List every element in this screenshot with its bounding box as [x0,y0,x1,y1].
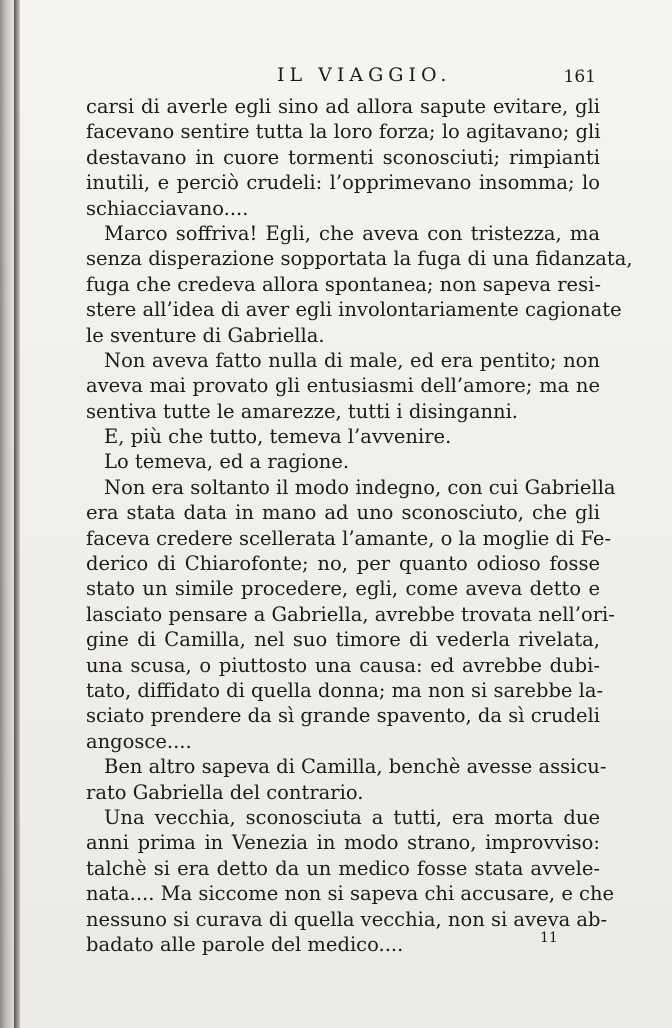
text-line: nessuno si curava di quella vecchia, non si aveva ab- [86,907,608,931]
text-line: lasciato pensare a Gabriella, avrebbe trovata nell’ori- [86,602,615,626]
text-line: facevano sentire tutta la loro forza; lo agitavano; gli [86,120,601,144]
running-title: IL VIAGGIO. [277,64,452,86]
text-line: anni prima in Venezia in modo strano, improvviso: [86,831,600,855]
text-line: angosce.... [86,729,192,753]
text-line: era stata data in mano ad uno sconosciuto, che gli [86,501,600,525]
text-line: una scusa, o piuttosto una causa: ed avrebbe dubi- [86,653,600,677]
text-line: senza disperazione sopportata la fuga di una fidanzata, [86,247,633,271]
body-text [86,94,633,957]
text-line: rato Gabriella del contrario. [86,780,364,804]
text-line: gine di Camilla, nel suo timore di vederla rivelata, [86,628,600,652]
text-line: carsi di averle egli sino ad allora sapute evitare, gli [86,95,600,118]
text-line: Lo temeva, ed a ragione. [104,450,350,474]
signature-mark: 11 [540,930,558,946]
text-line: Ben altro sapeva di Camilla, benchè avesse assicu- [104,755,607,779]
text-line: stere all’idea di aver egli involontariamente cagionate [86,298,622,322]
text-line: derico di Chiarofonte; no, per quanto odioso fosse [86,552,600,576]
text-line: sentiva tutte le amarezze, tutti i disinganni. [86,399,519,423]
text-line: faceva credere scellerata l’amante, o la moglie di Fe- [86,526,612,550]
text-line: inutili, e perciò crudeli: l’opprimevano insomma; lo [86,171,600,195]
text-line: tato, diffidato di quella donna; ma non si sarebbe la- [86,678,604,702]
text-line: fuga che credeva allora spontanea; non sapeva resi- [86,272,601,296]
text-line: Una vecchia, sconosciuta a tutti, era morta due [104,805,600,829]
text-line: Non era soltanto il modo indegno, con cui Gabriella [104,475,616,499]
text-line: badato alle parole del medico.... [86,932,404,956]
text-line: schiacciavano.... [86,196,249,220]
text-line: destavano in cuore tormenti sconosciuti; rimpianti [86,145,600,169]
page-number: 161 [563,67,596,87]
text-line: E, più che tutto, temeva l’avvenire. [104,425,452,449]
text-line: le sventure di Gabriella. [86,323,325,347]
text-line: nata.... Ma siccome non si sapeva chi accusare, e che [86,882,615,906]
text-line: Non aveva fatto nulla di male, ed era pentito; non [104,348,600,372]
text-line: talchè si era detto da un medico fosse stata avvele- [86,856,600,880]
page-header [72,64,602,90]
text-line: stato un simile procedere, egli, come aveva detto e [86,577,600,601]
text-line: Marco soffriva! Egli, che aveva con tristezza, ma [104,221,600,245]
text-line: sciato prendere da sì grande spavento, da sì crudeli [86,704,600,728]
page-spine-shadow [14,0,20,1028]
text-line: aveva mai provato gli entusiasmi dell’amore; ma ne [86,374,600,398]
